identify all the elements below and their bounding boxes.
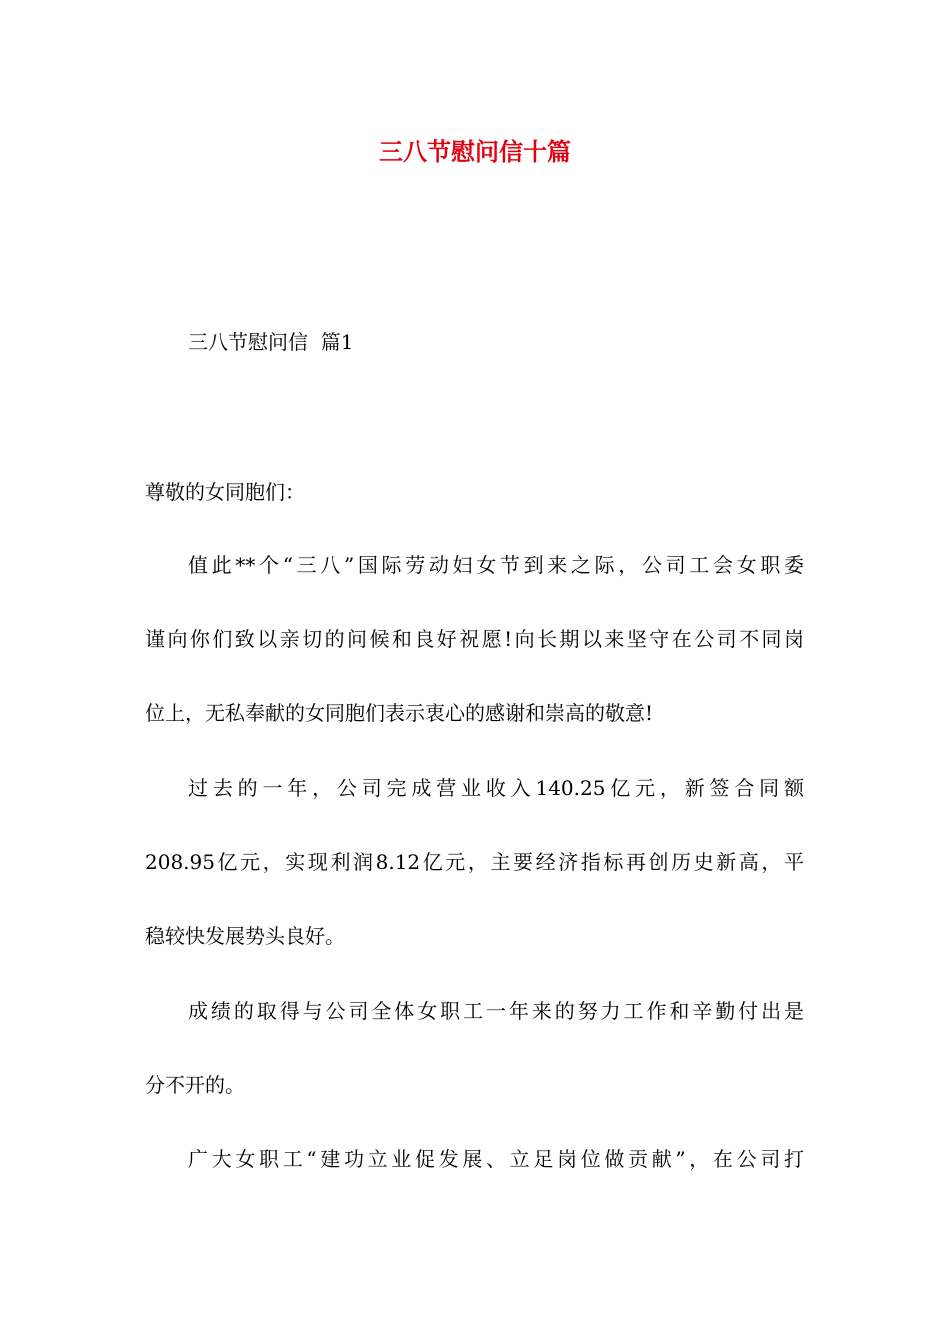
salutation: 尊敬的女同胞们： [145,480,305,504]
paragraph-line: 稳较快发展势头良好。 [145,924,345,948]
paragraph-line: 广大女职工“建功立业促发展、立足岗位做贡献”，在公司打 [188,1147,804,1171]
paragraph-line: 208.95亿元，实现利润8.12亿元，主要经济指标再创历史新高，平 [145,850,804,874]
section-heading: 三八节慰问信 篇1 [188,330,354,354]
paragraph-line: 位上，无私奉献的女同胞们表示衷心的感谢和崇高的敬意! [145,701,654,725]
document-title: 三八节慰问信十篇 [379,137,571,166]
paragraph-line: 分不开的。 [145,1073,245,1097]
paragraph-line: 谨向你们致以亲切的问候和良好祝愿!向长期以来坚守在公司不同岗 [145,627,804,651]
paragraph-line: 过去的一年，公司完成营业收入140.25亿元，新签合同额 [188,776,804,800]
paragraph-line: 成绩的取得与公司全体女职工一年来的努力工作和辛勤付出是 [188,999,804,1023]
paragraph-line: 值此**个“三八”国际劳动妇女节到来之际，公司工会女职委 [188,553,804,577]
